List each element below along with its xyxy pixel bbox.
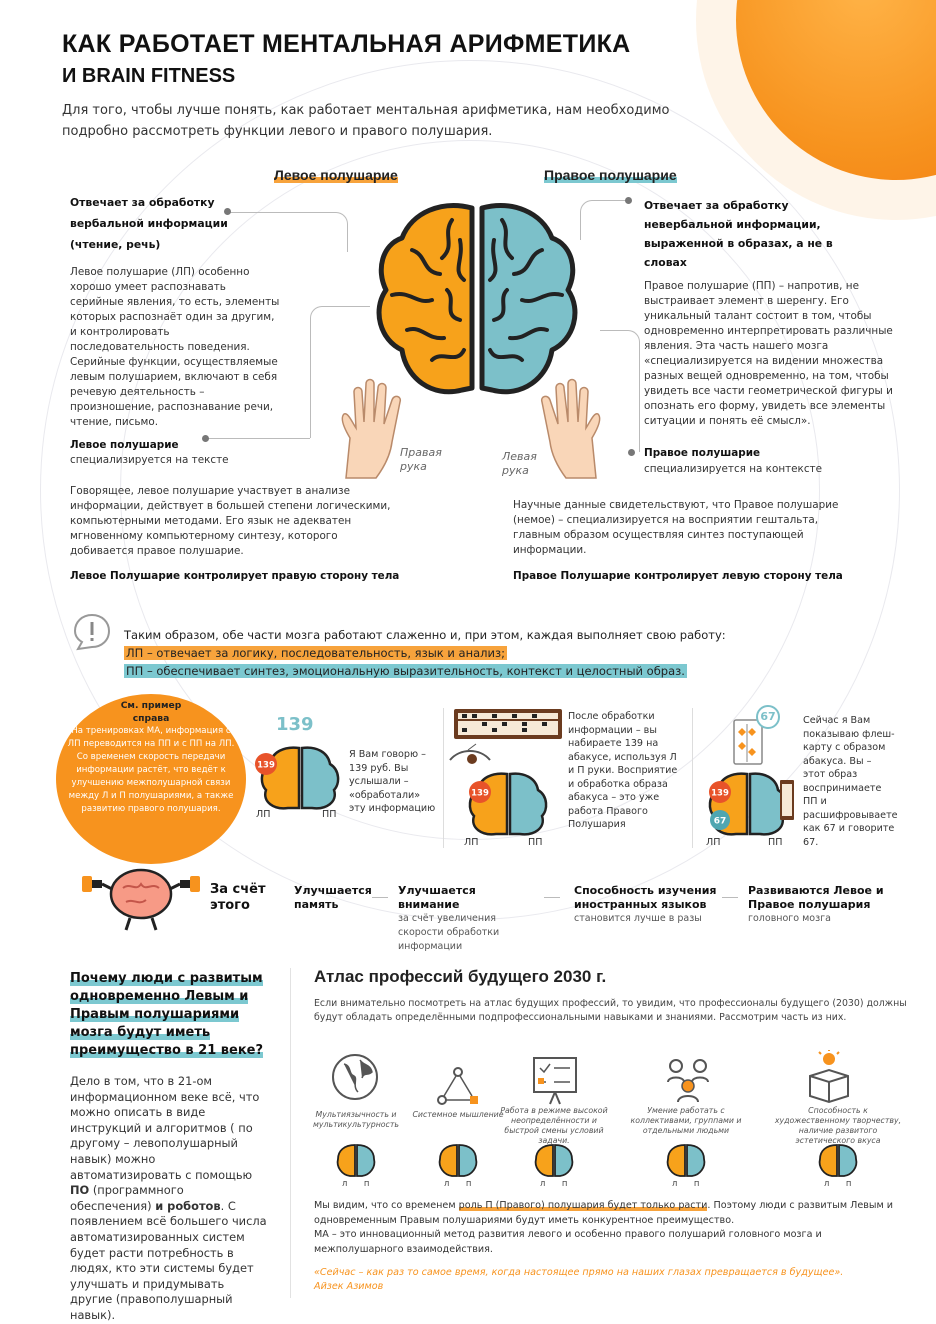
step1-pp-label: ПП xyxy=(322,809,337,820)
brain-p-label: П xyxy=(846,1180,852,1188)
right-hemisphere-title: Правое полушарие xyxy=(544,167,677,183)
step1-text: Я Вам говорю – 139 руб. Вы услышали – «обработали» эту информацию xyxy=(349,749,436,814)
benefit-item xyxy=(574,884,724,926)
summary-line-1: Таким образом, обе части мозга работают слаженно и, при этом, каждая выполняет свою работу: xyxy=(124,628,726,642)
brain-p-label: П xyxy=(562,1180,568,1188)
step2-pp-label: ПП xyxy=(528,837,543,848)
creativity-box-icon xyxy=(804,1050,854,1104)
right-paragraph-1: Правое полушарие (ПП) – напротив, не выстраивает элемент в шеренгу. Его уникальный талант состоит в том, чтобы одновременно интерпретировать различные явления. Эта часть нашего мозга «специализируется на видении множества разных вещей одновременно, на том, чтобы увидеть все части геометрической фигуры и опознать его форму, увидеть все элементы ситуации и понять её смысл». xyxy=(644,280,893,427)
connector-line xyxy=(580,200,630,240)
brain-l-label: Л xyxy=(672,1180,678,1188)
step2-lp-label: ЛП xyxy=(464,837,479,848)
step3-number-top: 67 xyxy=(756,705,780,729)
skill-label: Работа в режиме высокой неопределённости и быстрой смены условий задачи. xyxy=(500,1106,608,1145)
left-hand-caption: Левая рука xyxy=(502,450,537,477)
brain-p-label: П xyxy=(466,1180,472,1188)
benefit-title: Улучшается внимание xyxy=(398,884,476,911)
why-title: Почему люди с развитым одновременно Левым и Правым полушариями мозга будут иметь преимущество в 21 веке? xyxy=(70,971,264,1058)
page-subtitle: И BRAIN FITNESS xyxy=(62,65,236,87)
right-bold-1: Отвечает за обработку невербальной информации, выраженной в образах, а не в словах xyxy=(644,199,833,269)
left-bold-3: Левое Полушарие контролирует правую сторону тела xyxy=(70,570,400,582)
abacus-icon xyxy=(453,708,563,740)
skill-label: Способность к художественному творчеству, наличие развитого эстетического вкуса xyxy=(774,1106,902,1145)
left-bold-2-desc: специализируется на тексте xyxy=(70,454,229,466)
team-icon xyxy=(664,1056,712,1104)
brain-p-label: П xyxy=(364,1180,370,1188)
skill-label: Мультиязычность и мультикультурность xyxy=(313,1110,399,1129)
atlas-conclusion: Мы видим, что со временем роль П (Правого) полушария будет только расти. Поэтому люди с развитым Левым и одновременным Правым полушариями будут иметь конкурентное преимущество. МА – это инновационный метод развития левого и особенно правого полушарий головного мозга и межполушарного взаимодействия. xyxy=(314,1199,914,1257)
summary-line-3: ПП – обеспечивает синтез, эмоциональную выразительность, контекст и целостный образ. xyxy=(126,664,685,678)
example-body: На тренировках МА, информация с ЛП переводится на ПП и с ПП на ЛП. Со временем скорость передачи информации растёт, что ведёт к улучшению межполушарной связи между Л и П полушариями, а также развитию правого полушария. xyxy=(67,726,235,814)
atlas-ma-note: МА – это инновационный метод развития левого и особенно правого полушарий головного мозга и межполушарного взаимодействия. xyxy=(314,1229,822,1255)
small-brain-icon xyxy=(532,1143,576,1179)
right-hand-caption: Правая рука xyxy=(400,446,442,473)
benefit-item xyxy=(748,884,898,926)
example-circle-text xyxy=(66,699,236,816)
divider xyxy=(692,708,693,848)
left-bold-1: Отвечает за обработку вербальной информации (чтение, речь) xyxy=(70,196,228,251)
connector-dot xyxy=(628,449,635,456)
brain-l-label: Л xyxy=(342,1180,348,1188)
brain-fitness-icon xyxy=(78,862,204,932)
svg-text:139: 139 xyxy=(711,788,729,799)
why-body: Дело в том, что в 21-ом информационном веке всё, что можно описать в виде инструкций и алгоритмов ( по другому – левополушарный навык) можно автоматизировать с помощью ПО (программного обеспечения) и роботов. С появлением всё большего числа автоматизированных систем будет расти потребность в людях, кто эти системы будет улучшать и придумывать другие (правополушарный навык). xyxy=(70,1074,267,1322)
right-bold-2: Правое полушарие xyxy=(644,447,761,459)
quote xyxy=(314,1266,843,1294)
svg-text:139: 139 xyxy=(471,788,489,799)
brain-l-label: Л xyxy=(540,1180,546,1188)
right-bold-2-desc: специализируется на контексте xyxy=(644,463,822,475)
brain-l-label: Л xyxy=(824,1180,830,1188)
benefit-title: Улучшается память xyxy=(294,884,372,911)
step2-brain-icon xyxy=(462,770,554,840)
step2-text: После обработки информации – вы набираете 139 на абакусе, используя Л и П руки. Восприятие и обработка образа абакуса – это уже работа Правого Полушария xyxy=(568,711,678,830)
divider xyxy=(443,708,444,848)
svg-text:67: 67 xyxy=(713,816,727,827)
example-head: См. пример справа xyxy=(120,700,182,724)
step1-brain-icon xyxy=(254,744,346,814)
brain-l-label: Л xyxy=(444,1180,450,1188)
page-title: КАК РАБОТАЕТ МЕНТАЛЬНАЯ АРИФМЕТИКА xyxy=(62,30,631,58)
brain-p-label: П xyxy=(694,1180,700,1188)
small-brain-icon xyxy=(816,1143,860,1179)
exclamation-bubble-icon xyxy=(72,612,112,652)
left-paragraph-1: Левое полушарие (ЛП) особенно хорошо умеет распознавать серийные явления, то есть, элементы которых распознаёт один за другим, и контролировать последовательность поведения. Серийные функции, осуществляемые левым полушарием, включают в себя речевую деятельность – произношение, распознавание речи, чтение, письмо. xyxy=(70,266,280,428)
divider xyxy=(722,897,738,898)
eye-icon xyxy=(448,742,494,772)
system-thinking-icon xyxy=(436,1066,480,1106)
divider xyxy=(544,897,560,898)
step3-lp-label: ЛП xyxy=(706,837,721,848)
step1-number: 139 xyxy=(276,714,314,735)
small-brain-icon xyxy=(664,1143,708,1179)
connector-line xyxy=(310,306,370,438)
benefit-desc: головного мозга xyxy=(748,913,831,924)
section-divider xyxy=(290,968,291,1298)
connector-dot xyxy=(625,197,632,204)
left-paragraph-2: Говорящее, левое полушарие участвует в анализе информации, действует в большей степени логическими, компьютерными методами. Его язык не адекватен мгновенному компьютерному синтезу, которого добивается правое полушарие. xyxy=(70,485,391,557)
connector-line xyxy=(600,330,640,452)
left-hemisphere-title: Левое полушарие xyxy=(274,167,398,183)
benefit-item xyxy=(398,884,538,954)
benefit-desc: за счёт увеличения скорости обработки информации xyxy=(398,913,500,952)
small-brain-icon xyxy=(334,1143,378,1179)
benefit-title: Развиваются Левое и Правое полушария xyxy=(748,884,884,911)
left-bold-2: Левое полушарие xyxy=(70,439,179,451)
benefit-title: Способность изучения иностранных языков xyxy=(574,884,717,911)
summary-line-2: ЛП – отвечает за логику, последовательность, язык и анализ; xyxy=(126,646,505,660)
summary-block xyxy=(124,626,726,680)
task-board-icon xyxy=(530,1054,580,1106)
step3-brain-icon xyxy=(700,770,796,840)
quote-author: Айзек Азимов xyxy=(314,1281,384,1292)
atlas-title: Атлас профессий будущего 2030 г. xyxy=(314,967,607,986)
step1-lp-label: ЛП xyxy=(256,809,271,820)
benefit-item xyxy=(294,884,384,912)
intro-text: Для того, чтобы лучше понять, как работает ментальная арифметика, нам необходимо подробно рассмотреть функции левого и правого полушария. xyxy=(62,103,670,139)
step3-text: Сейчас я Вам показываю флеш-карту с образом абакуса. Вы – этот образ воспринимаете ПП и расшифровываете как 67 и говорите 67. xyxy=(803,715,898,848)
skill-label: Умение работать с коллективами, группами и отдельными людьми xyxy=(630,1106,742,1135)
quote-text: «Сейчас – как раз то самое время, когда настоящее прямо на наших глазах превращается в будущее». xyxy=(314,1267,844,1278)
divider xyxy=(372,897,388,898)
benefit-desc: становится лучше в разы xyxy=(574,913,702,924)
skill-label: Системное мышление xyxy=(412,1110,504,1119)
right-bold-3: Правое Полушарие контролирует левую сторону тела xyxy=(513,570,843,582)
benefits-lead: За счёт этого xyxy=(210,882,266,913)
svg-text:139: 139 xyxy=(257,760,275,771)
globe-icon xyxy=(330,1052,380,1102)
connector-line xyxy=(228,212,348,252)
small-brain-icon xyxy=(436,1143,480,1179)
right-paragraph-2: Научные данные свидетельствуют, что Правое полушарие (немое) – специализируется на восприятии гештальта, главным образом осуществляя синтез поступающей информации. xyxy=(513,499,839,556)
atlas-intro: Если внимательно посмотреть на атлас будущих профессий, то увидим, что профессионалы будущего (2030) должны будут обладать определёнными подпрофессиональными навыками и знаниями. Рассмотрим часть из них. xyxy=(314,998,907,1023)
step3-pp-label: ПП xyxy=(768,837,783,848)
